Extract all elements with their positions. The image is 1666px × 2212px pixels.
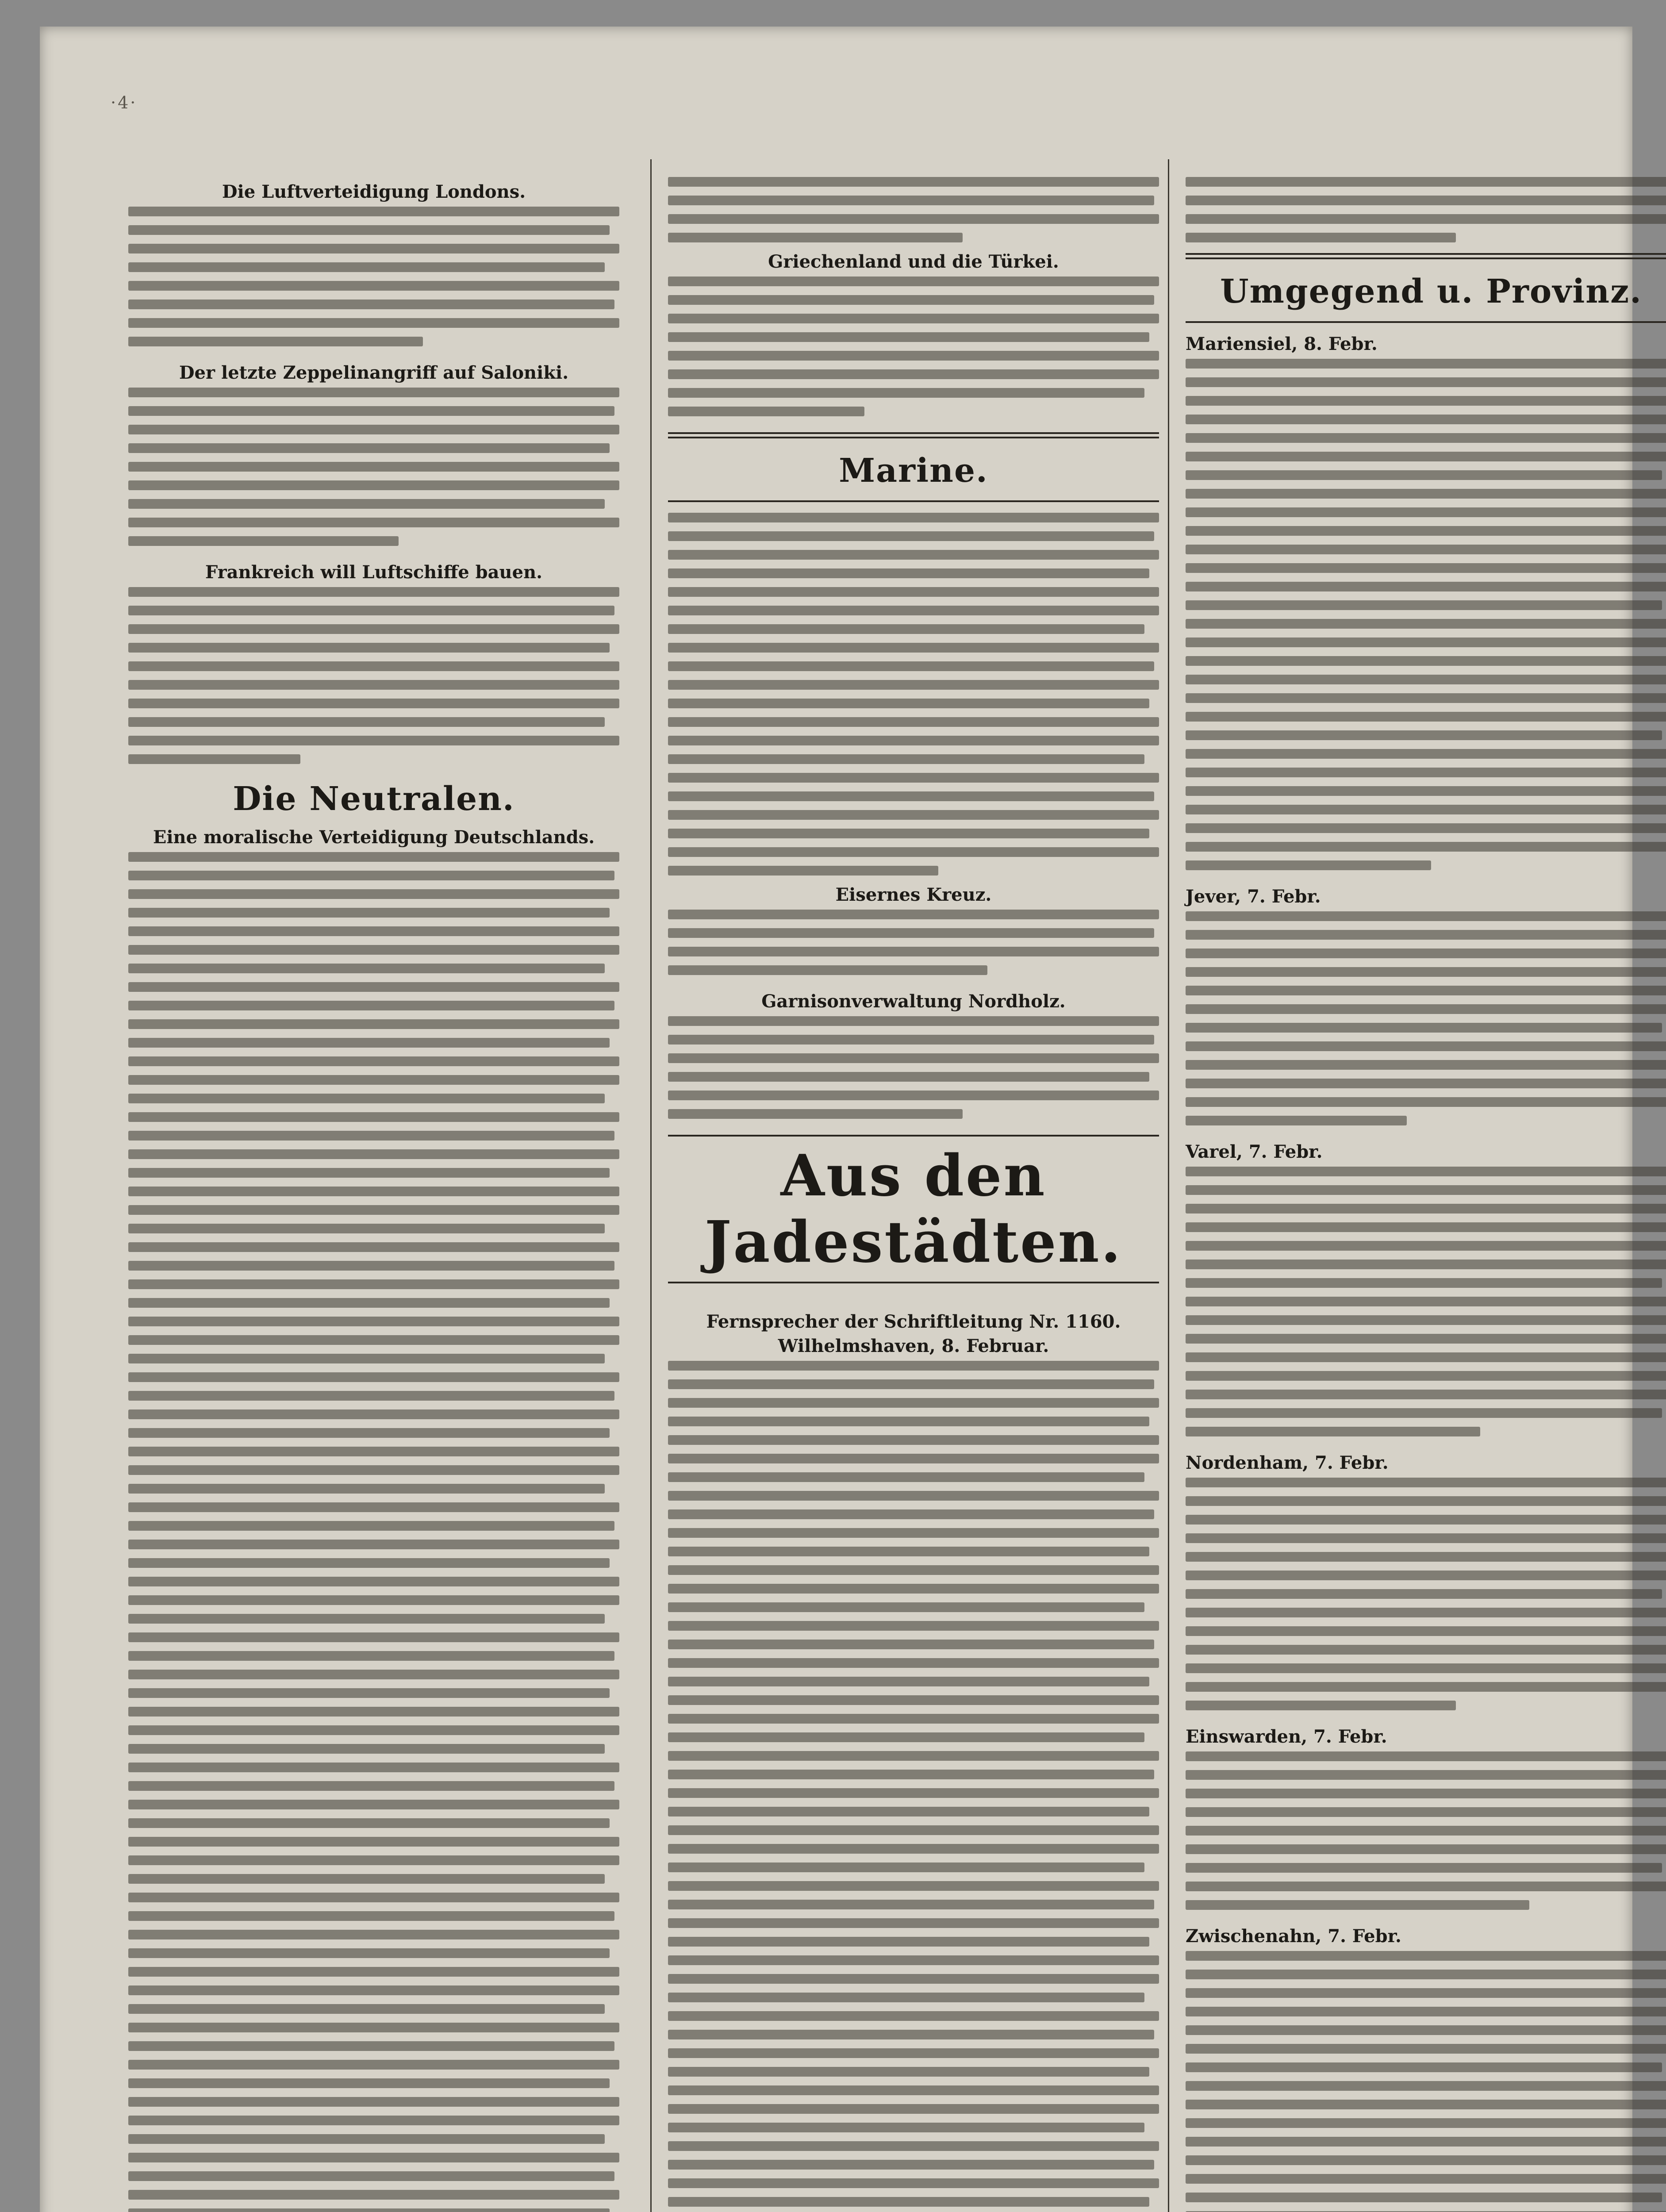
article-body xyxy=(128,587,619,764)
section-rule xyxy=(1186,253,1666,259)
section-rule xyxy=(1186,321,1666,323)
article-body xyxy=(668,1016,1159,1119)
article-griechenland xyxy=(668,251,1159,416)
article-zwischenahn xyxy=(1186,1926,1666,2212)
article-nordenham xyxy=(1186,1452,1666,1710)
article-dateline: Mariensiel, 8. Febr. xyxy=(1186,334,1378,354)
column-2 xyxy=(668,173,1159,2212)
article-moralische-verteidigung xyxy=(128,827,619,2212)
article-body xyxy=(668,910,1159,975)
article-body xyxy=(128,388,619,546)
jadestaedte-heading: Aus den Jadestädten. xyxy=(668,1135,1159,1283)
column-1 xyxy=(128,173,619,2212)
article-body xyxy=(1186,1478,1666,1710)
column-rule xyxy=(1168,159,1169,2212)
article-mariensiel xyxy=(1186,334,1666,870)
article-body xyxy=(668,513,1159,876)
column-3 xyxy=(1186,173,1666,2212)
wilhelmshaven-dateline: Wilhelmshaven, 8. Februar. xyxy=(778,1336,1049,1356)
article-einswarden xyxy=(1186,1726,1666,1910)
page-number: ·4· xyxy=(111,93,138,112)
article-nordholz xyxy=(668,991,1159,1119)
article-body xyxy=(1186,177,1666,242)
column-rule xyxy=(650,159,652,2212)
article-varel xyxy=(1186,1141,1666,1436)
section-heading: Marine. xyxy=(839,452,988,490)
article-luftschiffe xyxy=(128,562,619,764)
article-body xyxy=(1186,1951,1666,2212)
article-heading: Eisernes Kreuz. xyxy=(835,884,992,905)
article-luftverteidigung xyxy=(128,181,619,346)
article-heading: Die Luftverteidigung Londons. xyxy=(222,181,526,202)
section-rule xyxy=(668,500,1159,502)
article-body xyxy=(668,1361,1159,2212)
article-body xyxy=(128,852,619,2212)
article-body xyxy=(1186,911,1666,1125)
article-jever xyxy=(1186,886,1666,1125)
article-body xyxy=(128,207,619,346)
article-body xyxy=(668,276,1159,416)
article-body xyxy=(1186,1751,1666,1910)
newspaper-page xyxy=(40,27,1642,2212)
article-heading: Eine moralische Verteidigung Deutschlands. xyxy=(153,827,595,848)
article-dateline: Zwischenahn, 7. Febr. xyxy=(1186,1926,1401,1947)
article-body xyxy=(668,177,1159,242)
article-dateline: Einswarden, 7. Febr. xyxy=(1186,1726,1387,1747)
article-dateline: Jever, 7. Febr. xyxy=(1186,886,1321,907)
article-dateline: Nordenham, 7. Febr. xyxy=(1186,1452,1389,1473)
article-zeppelinangriff xyxy=(128,362,619,546)
reprint-note xyxy=(668,1288,1159,1303)
section-rule xyxy=(668,432,1159,438)
article-heading: Griechenland und die Türkei. xyxy=(768,251,1059,272)
article-heading: Garnisonverwaltung Nordholz. xyxy=(761,991,1066,1012)
article-dateline: Varel, 7. Febr. xyxy=(1186,1141,1323,1162)
article-body xyxy=(1186,1167,1666,1436)
article-body xyxy=(1186,359,1666,870)
article-heading: Frankreich will Luftschiffe bauen. xyxy=(205,562,543,583)
article-eisernes-kreuz xyxy=(668,884,1159,975)
section-heading: Umgegend u. Provinz. xyxy=(1220,273,1642,311)
article-heading: Der letzte Zeppelinangriff auf Saloniki. xyxy=(179,362,569,383)
phone-dateline: Fernsprecher der Schriftleitung Nr. 1160. xyxy=(706,1311,1121,1332)
section-heading: Die Neutralen. xyxy=(233,780,515,818)
